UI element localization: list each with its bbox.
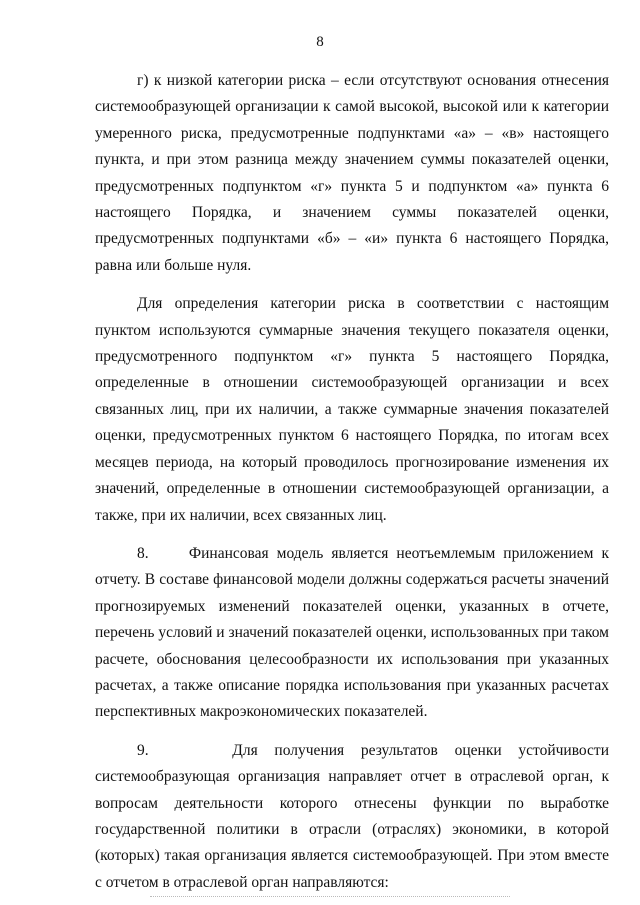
paragraph-risk-category-determination: Для определения категории риска в соответствии с настоящим пунктом используются суммарные значения текущего показателя оценки, предусмотренного подпунктом «г» пункта 5 настоящего Порядка, определенные в отношении системообразующей организации и всех связанных лиц, при их наличии, а также суммарные значения показателей оценки, предусмотренных пунктом 6 настоящего Порядка, по итогам всех месяцев периода, на который проводилось прогнозирование изменения их значений, определенные в отношении системообразующей организации, а также, при их наличии, всех связанных лиц. [95,295,609,524]
paragraph-item-9-report-submission: 9. Для получения результатов оценки устойчивости системообразующая организация направляет отчет в отраслевой орган, к вопросам деятельности которого отнесены функции по выработке государственной политики в отрасли (отраслях) экономики, в которой (которых) такая организация является системообразующей. При этом вместе с отчетом в отраслевой орган направляются: [95,741,609,891]
document-body [95,68,609,896]
paragraph-item-8-financial-model: 8. Финансовая модель является неотъемлемым приложением к отчету. В составе финансовой модели должны содержаться расчеты значений прогнозируемых изменений показателей оценки, указанных в отчете, перечень условий и значений показателей оценки, использованных при таком расчете, обоснования целесообразности их использования при указанных расчетах, а также описание порядка использования при указанных расчетах перспективных макроэкономических показателей. [95,544,609,721]
paragraph-subitem-g-low-risk: г) к низкой категории риска – если отсутствуют основания отнесения системообразующей организации к самой высокой, высокой или к категории умеренного риска, предусмотренные подпунктами «а» – «в» настоящего пункта, и при этом разница между значением суммы показателей оценки, предусмотренных подпунктом «г» пункта 5 и подпунктом «а» пункта 6 настоящего Порядка, и значением суммы показателей оценки, предусмотренных подпунктами «б» – «и» пункта 6 настоящего Порядка, равна или больше нуля. [95,72,609,274]
scan-edge-line [150,896,510,897]
page-number: 8 [316,34,324,50]
